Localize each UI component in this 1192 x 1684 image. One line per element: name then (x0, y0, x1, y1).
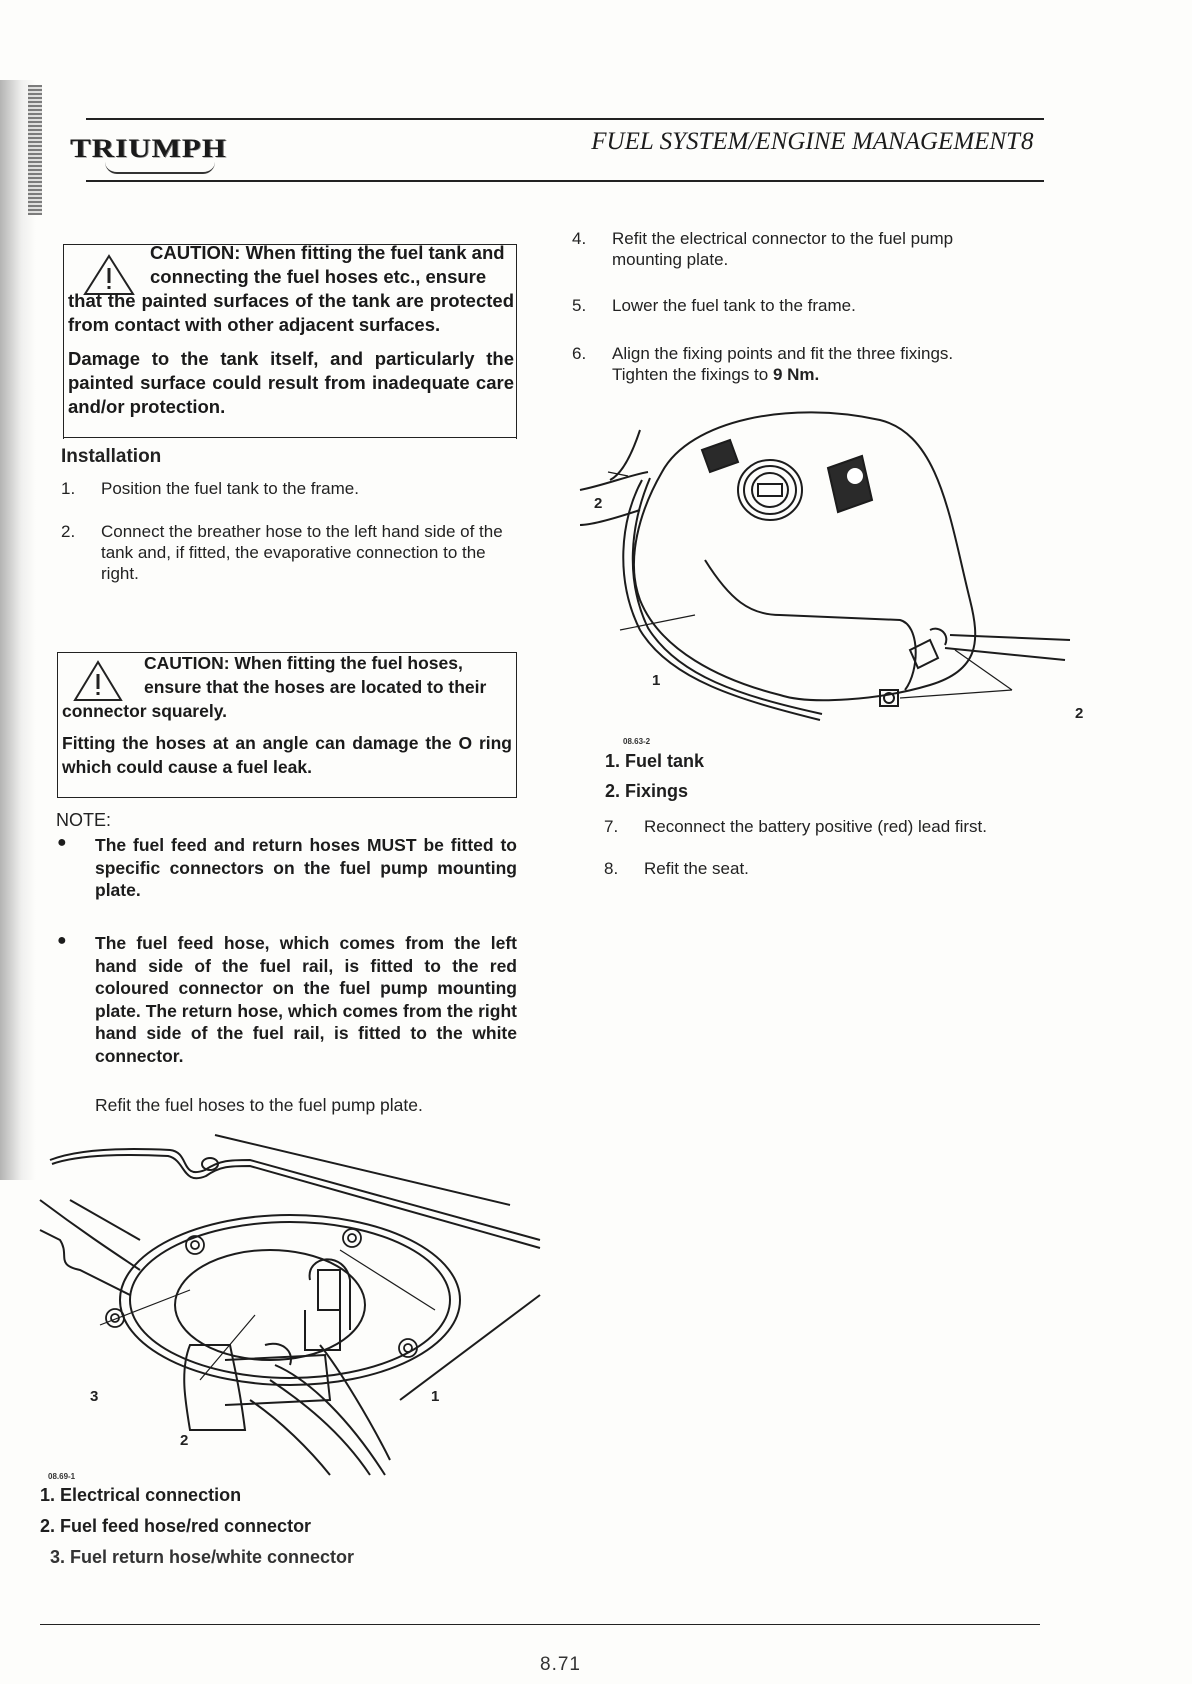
note-heading: NOTE: (56, 810, 112, 830)
step-number: 5. (572, 296, 587, 315)
note-item (57, 932, 517, 1067)
section-title: FUEL SYSTEM/ENGINE MANAGEMENT (591, 128, 1020, 155)
caution-line-2: ensure that the hoses are located to their (144, 677, 487, 697)
figure-code: 08.69-1 (48, 1472, 76, 1481)
legend-item: 1. Fuel tank (605, 751, 705, 771)
step-1 (61, 478, 521, 499)
scan-edge-noise (28, 85, 42, 215)
step-number: 4. (572, 229, 587, 248)
fuel-pump-plate-illustration (40, 1130, 550, 1480)
bullet-icon: ● (57, 932, 67, 949)
callout-1: 1 (431, 1388, 440, 1405)
step-number: 6. (572, 344, 587, 363)
step-text: Align the fixing points and fit the three fixings. (612, 344, 954, 363)
step-number: 7. (604, 817, 619, 836)
note-text: The fuel feed hose, which comes from the left hand side of the fuel rail, is fitted to the red coloured connector on the fuel pump mounting plate. The return hose, which comes from the right hand side of the fuel rail, is fitted to the white connector. (95, 933, 517, 1066)
caution-body: connector squarely. (62, 701, 228, 721)
installation-heading: Installation (61, 446, 162, 467)
brand-logo-swoosh (105, 162, 215, 174)
caution-box-tank-bottom (63, 437, 517, 438)
note-text: The fuel feed and return hoses MUST be fitted to specific connectors on the fuel pump mounting plate. (95, 835, 517, 900)
legend-item: 2. Fixings (605, 781, 689, 801)
caution-lead: CAUTION: When fitting the fuel tank and (150, 242, 505, 263)
step-7 (604, 816, 1064, 837)
caution-lead: CAUTION: When fitting the fuel hoses, (144, 653, 463, 673)
legend-item: 2. Fuel feed hose/red connector (40, 1516, 312, 1536)
torque-value: 9 Nm. (772, 365, 820, 384)
step-3: Refit the fuel hoses to the fuel pump plate. (95, 1095, 423, 1115)
step-text: Refit the seat. (644, 859, 749, 878)
step-number: 8. (604, 859, 619, 878)
legend-item: 1. Electrical connection (40, 1485, 242, 1505)
caution-box-tank (63, 244, 517, 439)
caution-box-hoses (57, 652, 517, 798)
step-text: Connect the breather hose to the left hand side of the tank and, if fitted, the evaporative connection to the right. (101, 522, 503, 583)
caution-line-2: connecting the fuel hoses etc., ensure (150, 266, 487, 287)
legend-item: 3. Fuel return hose/white connector (50, 1547, 355, 1567)
caution-detail: Damage to the tank itself, and particularly the painted surface could result from inadequate care and/or protection. (68, 348, 514, 417)
step-4 (572, 228, 1022, 270)
step-text: Lower the fuel tank to the frame. (612, 296, 856, 315)
step-number: 2. (61, 522, 76, 541)
scan-edge-shadow (0, 80, 36, 1180)
callout-3: 3 (90, 1388, 99, 1405)
callout-1: 1 (652, 672, 661, 689)
caution-body: that the painted surfaces of the tank are protected from contact with other adjacent surfaces. (68, 290, 514, 335)
step-5 (572, 295, 1022, 316)
footer-rule (40, 1624, 1040, 1625)
caution-detail: Fitting the hoses at an angle can damage the O ring which could cause a fuel leak. (62, 733, 512, 777)
callout-2: 2 (180, 1432, 189, 1449)
callout-2-left: 2 (594, 495, 603, 512)
fuel-tank-illustration (600, 400, 1070, 740)
step-text: Refit the electrical connector to the fuel pump mounting plate. (612, 229, 954, 269)
step-text: Reconnect the battery positive (red) lead first. (644, 817, 987, 836)
step-2 (61, 521, 521, 584)
step-text-torque (612, 364, 1032, 385)
chapter-number: 8 (1021, 128, 1034, 155)
bullet-icon: ● (57, 834, 67, 851)
page-number: 8.71 (540, 1654, 581, 1675)
bolt (106, 1229, 417, 1357)
figure-code: 08.63-2 (623, 737, 651, 746)
step-6 (572, 343, 1032, 385)
header-bottom-rule (86, 180, 1044, 182)
header-top-rule (86, 118, 1044, 120)
callout-2-right: 2 (1075, 705, 1084, 722)
step-8 (604, 858, 1064, 879)
note-item (57, 834, 517, 902)
step-text: Position the fuel tank to the frame. (101, 479, 359, 498)
brand-logo: TRIUMPH (70, 133, 227, 163)
step-number: 1. (61, 479, 76, 498)
torque-prefix: Tighten the fixings to (612, 365, 773, 384)
